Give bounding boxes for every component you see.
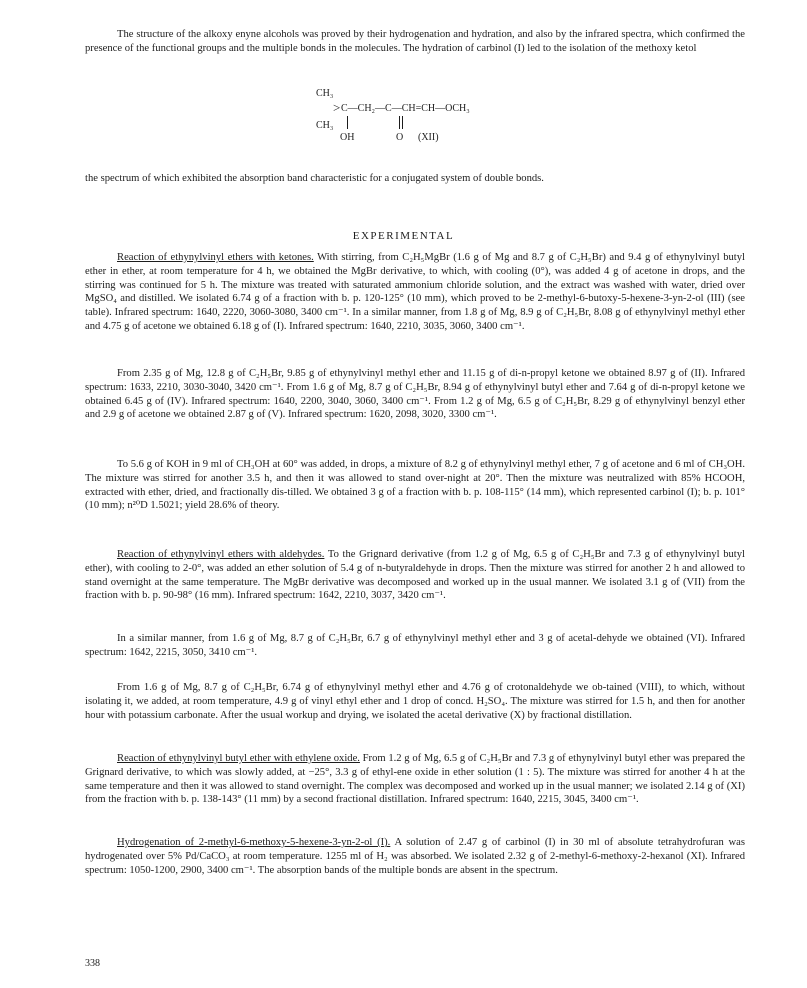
intro-paragraph: The structure of the alkoxy enyne alcohols was proved by their hydrogenation and hydration, and also by the infrared spectra, which confirmed the presence of the functional groups and the multiple bonds in the molecules. The hydration of carbinol (I) led to the isolation of the methoxy ketol	[85, 29, 745, 54]
formula-left-methyl: CH₃	[316, 120, 334, 131]
hydrogenation-section-title: Hydrogenation of 2-methyl-6-methoxy-5-hexene-3-yn-2-ol (I).	[117, 837, 391, 848]
hydrogenation-body: A solution of 2.47 g of carbinol (I) in 30 ml of absolute tetrahydrofuran was hydrogenated over 5% Pd/CaCO₃ at room temperature. 1255 ml of H₂ was absorbed. We isolated 2.32 g of 2-methyl-6-methoxy-2-hexanol (XI). Infrared spectrum: 1050-1200, 2900, 3400 cm⁻¹. The absorption bands of the multiple bonds are absent in the spectrum.	[85, 837, 745, 876]
formula-carbonyl-oxygen: O	[396, 132, 404, 143]
formula-hydroxyl: OH	[340, 132, 355, 143]
formula-branch-mark: >	[333, 100, 341, 115]
aldehydes-body: To the Grignard derivative (from 1.2 g of Mg, 6.5 g of C₂H₅Br and 7.3 g of ethynylvinyl butyl ether), with cooling to 2-0°, was added an ether solution of 5.4 g of n-butyraldehyde in drops. Then the mixture was stirred for another 2 h and allowed to stand overnight at the same temperature. The MgBr derivative was decomposed and worked up in the usual manner. We isolated 3.1 g of (VII) from the fraction with b. p. 90-98° (16 mm). Infrared spectrum: 1642, 2210, 3037, 3420 cm⁻¹.	[85, 549, 745, 602]
koh-method-paragraph: To 5.6 g of KOH in 9 ml of CH₃OH at 60° was added, in drops, a mixture of 8.2 g of ethynylvinyl methyl ether, 7 g of acetone and 6 ml of CH₃OH. The mixture was stirred for another 3.5 h, and then it was allowed to stand over-night at 20°. Then the mixture was neutralized with 85% HCOOH, extracted with ether, dried, and fractionally dis-tilled. We obtained 3 g of a fraction with b. p. 108-115° (14 mm), which represented carbinol (I); b. p. 101° (10 mm); n²⁰D 1.5021; yield 28.6% of theory.	[85, 459, 745, 512]
page-number: 338	[85, 958, 100, 969]
aldehydes-section-title: Reaction of ethynylvinyl ethers with aldehydes.	[117, 549, 325, 560]
ethylene-oxide-body: From 1.2 g of Mg, 6.5 g of C₂H₅Br and 7.3 g of ethynylvinyl butyl ether was prepared the Grignard derivative, to which was slowly added, at −25°, 3.3 g of ethyl-ene oxide in ether solution (1 : 5). The mixture was stirred for another 4 h at the same temperature and then it was allowed to stand overnight. The complex was decomposed and worked up in the usual manner; we isolated 2.14 g of (XI) from the fraction with b. p. 138-143° (11 mm) by a second fractional distillation. Infrared spectrum: 1640, 2215, 3045, 3400 cm⁻¹.	[85, 753, 746, 806]
ketones-continued-paragraph: From 2.35 g of Mg, 12.8 g of C₂H₅Br, 9.85 g of ethynylvinyl methyl ether and 11.15 g of di-n-propyl ketone we obtained 8.97 g of (II). Infrared spectrum: 1633, 2210, 3030-3040, 3420 cm⁻¹. From 1.6 g of Mg, 8.7 g of C₂H₅Br, 8.94 g of ethynylvinyl butyl ether and 7.64 g of di-n-propyl ketone we obtained 6.45 g of (IV). Infrared spectrum: 1640, 2200, 3040, 3060, 3400 cm⁻¹. From 1.2 g of Mg, 6.5 g of C₂H₅Br, 8.29 g of ethynylvinyl benzyl ether and 2.9 g of acetone we obtained 2.87 g of (V). Infrared spectrum: 1620, 2098, 3020, 3300 cm⁻¹.	[85, 368, 745, 421]
section-heading-experimental: EXPERIMENTAL	[352, 230, 455, 242]
ketones-section-title: Reaction of ethynylvinyl ethers with ketones.	[117, 252, 314, 263]
crotonaldehyde-paragraph: From 1.6 g of Mg, 8.7 g of C₂H₅Br, 6.74 g of ethynylvinyl methyl ether and 4.76 g of crotonaldehyde we ob-tained (VIII), to which, without isolating it, we added, at room temperature, 4.9 g of vinyl ethyl ether and 1 drop of concd. H₂SO₄. The mixture was stirred for 1.5 h, and then for another hour with potassium carbonate. After the usual workup and drying, we isolated the acetal derivative (X) by fractional distillation.	[85, 682, 745, 721]
formula-double-bond-right	[402, 116, 403, 129]
spectrum-paragraph: the spectrum of which exhibited the absorption band characteristic for a conjugated system of double bonds.	[85, 173, 544, 184]
aldehydes-paragraph	[85, 548, 745, 603]
formula-main-chain: C—CH₂—C—CH=CH—OCH₃	[341, 103, 470, 114]
formula-top-methyl: CH₃	[316, 88, 334, 99]
ethylene-oxide-section-title: Reaction of ethynylvinyl butyl ether with ethylene oxide.	[117, 753, 360, 764]
ketones-body: With stirring, from C₂H₅MgBr (1.6 g of Mg and 8.7 g of C₂H₅Br) and 9.4 g of ethynylvinyl butyl ether in ether, at room temperature for 4 h, we obtained the MgBr derivative, to which, with cooling (0°), was added 4 g of acetone in drops, and the stirring was continued for 5 h. The mixture was treated with saturated ammonium chloride solution, and the extract was washed with water, dried over MgSO₄ and distilled. We isolated 6.74 g of a fraction with b. p. 120-125° (10 mm), which proved to be 2-methyl-6-butoxy-5-hexene-3-yn-2-ol (III) (see table). Infrared spectrum: 1640, 2220, 3060-3080, 3400 cm⁻¹. In a similar manner, from 1.8 g of Mg, 8.9 g of C₂H₅Br, 8.08 g of ethynylvinyl methyl ether and 4.75 g of acetone we obtained 6.18 g of (I). Infrared spectrum: 1640, 2210, 3035, 3060, 3400 cm⁻¹.	[85, 252, 745, 332]
ethylene-oxide-paragraph	[85, 752, 745, 807]
formula-bond-to-oh	[347, 116, 348, 129]
formula-compound-label: (XII)	[418, 132, 439, 143]
ketones-paragraph	[85, 251, 745, 334]
acetaldehyde-paragraph: In a similar manner, from 1.6 g of Mg, 8.7 g of C₂H₅Br, 6.7 g of ethynylvinyl methyl ether and 3 g of acetal-dehyde we obtained (VI). Infrared spectrum: 1642, 2215, 3050, 3410 cm⁻¹.	[85, 633, 745, 658]
hydrogenation-paragraph	[85, 836, 745, 877]
formula-double-bond-left	[399, 116, 400, 129]
methoxy-ketol-structural-formula	[0, 0, 807, 160]
